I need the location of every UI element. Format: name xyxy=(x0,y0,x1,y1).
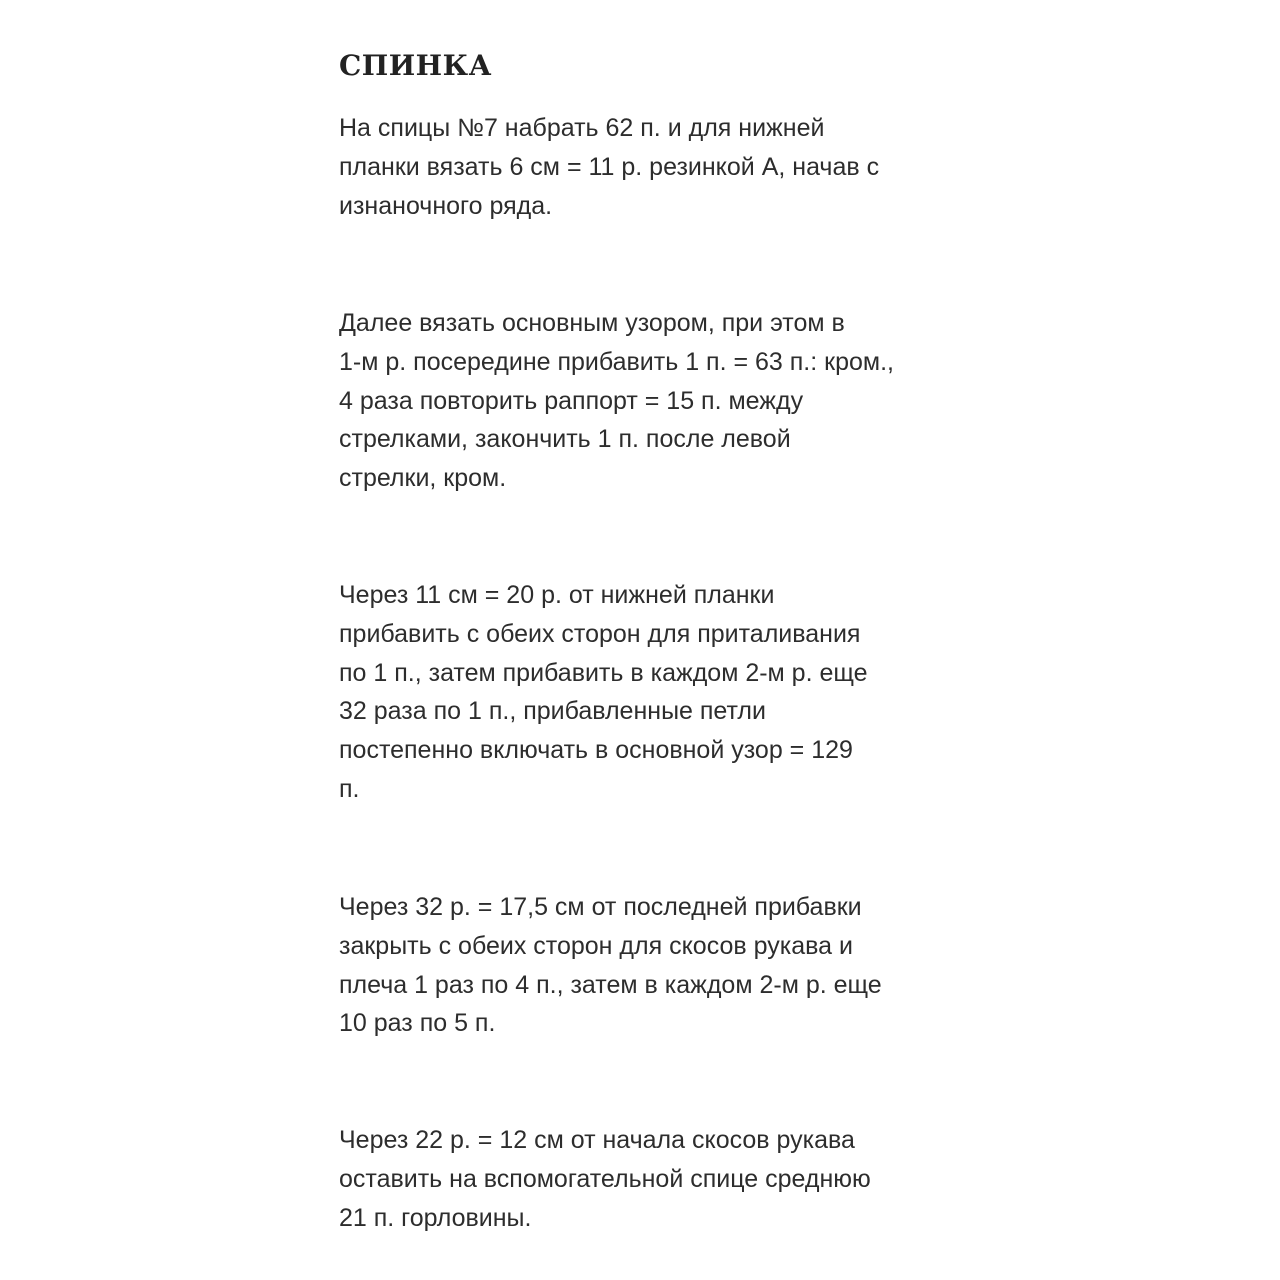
text-line: 32 раза по 1 п., прибавленные петли xyxy=(339,697,766,726)
paragraph-neckline xyxy=(339,1121,871,1237)
text-line: п. xyxy=(339,774,360,803)
text-line: планки вязать 6 см = 11 р. резинкой A, начав с xyxy=(339,152,880,181)
text-line: 21 п. горловины. xyxy=(339,1203,532,1232)
text-line: закрыть с обеих сторон для скосов рукава и xyxy=(339,931,853,960)
paragraph-main-pattern xyxy=(339,304,894,498)
paragraph-increases xyxy=(339,576,868,809)
text-line: 1-м р. посередине прибавить 1 п. = 63 п.: кром., xyxy=(339,347,894,376)
text-line: оставить на вспомогательной спице среднюю xyxy=(339,1164,871,1193)
text-line: Через 32 р. = 17,5 см от последней прибавки xyxy=(339,893,862,921)
text-line: прибавить с обеих сторон для приталивания xyxy=(339,619,861,648)
text-line: 10 раз по 5 п. xyxy=(339,1009,496,1038)
text-line: Через 22 р. = 12 см от начала скосов рукава xyxy=(339,1126,855,1154)
text-line: плеча 1 раз по 4 п., затем в каждом 2-м р. еще xyxy=(339,970,882,999)
paragraph-sleeve-shaping xyxy=(339,888,882,1043)
text-line: стрелки, кром. xyxy=(339,464,507,493)
text-line: изнаночного ряда. xyxy=(339,191,553,220)
section-title: СПИНКА xyxy=(339,49,492,82)
text-line: стрелками, закончить 1 п. после левой xyxy=(339,425,791,454)
text-line: Далее вязать основным узором, при этом в xyxy=(339,309,845,337)
text-line: На спицы №7 набрать 62 п. и для нижней xyxy=(339,114,825,142)
text-line: 4 раза повторить раппорт = 15 п. между xyxy=(339,386,804,415)
text-line: постепенно включать в основной узор = 129 xyxy=(339,736,853,765)
text-line: Через 11 см = 20 р. от нижней планки xyxy=(339,581,775,609)
text-line: по 1 п., затем прибавить в каждом 2-м р. еще xyxy=(339,658,868,687)
paragraph-cast-on xyxy=(339,109,879,225)
article-content xyxy=(339,46,959,1232)
